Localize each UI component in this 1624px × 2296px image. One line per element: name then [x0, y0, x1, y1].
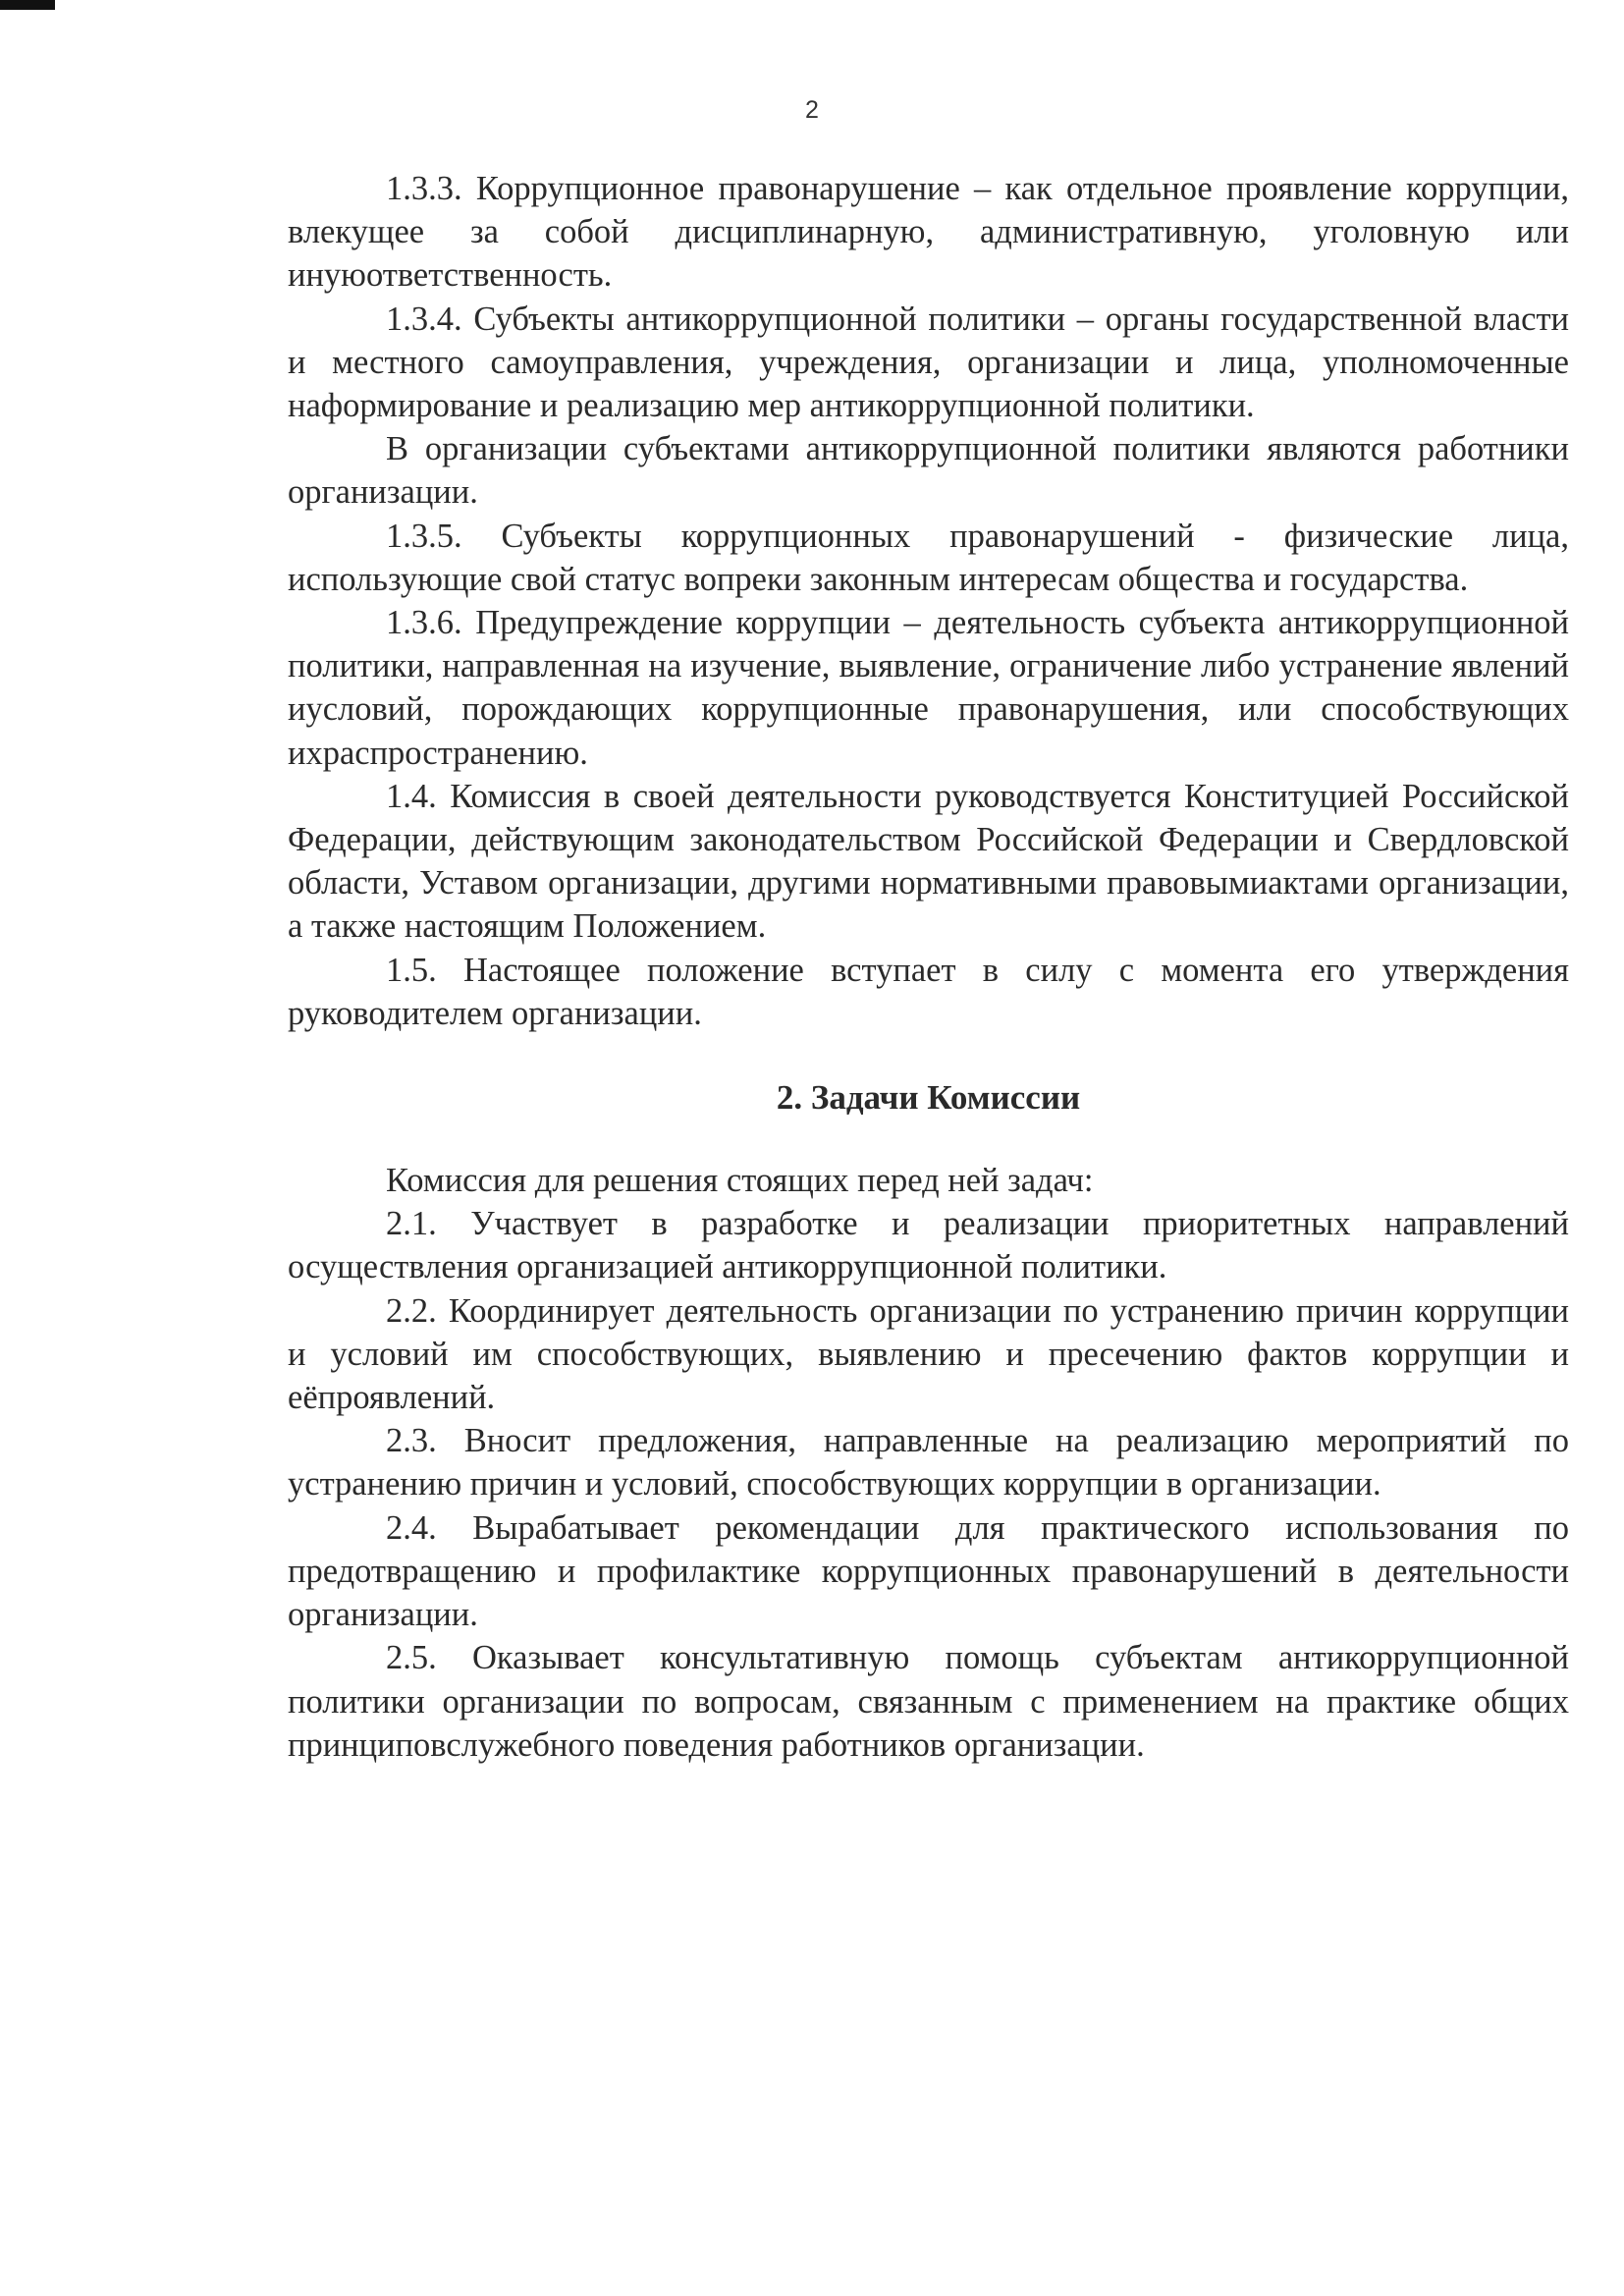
paragraph-2-5: 2.5. Оказывает консультативную помощь субъектам антикоррупционной политики организации по вопросам, связанным с применением на практике общих принциповслужебного поведения работников организации.	[288, 1639, 1569, 1764]
paragraph-2-2: 2.2. Координирует деятельность организации по устранению причин коррупции и условий им способствующих, выявлению и пресечению фактов коррупции и еёпроявлений.	[288, 1291, 1569, 1417]
section-heading-tasks: 2. Задачи Комиссии	[776, 1078, 1081, 1118]
paragraph-1-3-5: 1.3.5. Субъекты коррупционных правонарушений - физические лица, использующие свой статус вопреки законным интересам общества и государства.	[288, 517, 1569, 598]
paragraph-1-3-3: 1.3.3. Коррупционное правонарушение – как отдельное проявление коррупции, влекущее за собой дисциплинарную, административную, уголовную или инуюответственность.	[288, 170, 1569, 295]
paragraph-2-1: 2.1. Участвует в разработке и реализации приоритетных направлений осуществления организацией антикоррупционной политики.	[288, 1205, 1569, 1286]
paragraph-2-4: 2.4. Вырабатывает рекомендации для практического использования по предотвращению и профилактике коррупционных правонарушений в деятельности организации.	[288, 1508, 1569, 1634]
document-body	[288, 167, 1569, 1767]
page-number: 2	[805, 96, 819, 124]
paragraph-2-3: 2.3. Вносит предложения, направленные на реализацию мероприятий по устранению причин и условий, способствующих коррупции в организации.	[288, 1422, 1569, 1503]
paragraph-1-3-6: 1.3.6. Предупреждение коррупции – деятельность субъекта антикоррупционной политики, направленная на изучение, выявление, ограничение либо устранение явлений иусловий, порождающих коррупционные правонарушения, или способствующих ихраспространению.	[288, 604, 1569, 772]
paragraph-1-5: 1.5. Настоящее положение вступает в силу с момента его утверждения руководителем организации.	[288, 951, 1569, 1032]
paragraph-tasks-intro: Комиссия для решения стоящих перед ней задач:	[386, 1162, 1094, 1200]
paragraph-subjects-in-organization: В организации субъектами антикоррупционной политики являются работники организации.	[288, 430, 1569, 512]
paragraph-1-3-4: 1.3.4. Субъекты антикоррупционной политики – органы государственной власти и местного самоуправления, учреждения, организации и лица, уполномоченные наформирование и реализацию мер антикоррупционной политики.	[288, 300, 1569, 425]
scan-edge-mark	[0, 0, 55, 10]
paragraph-1-4: 1.4. Комиссия в своей деятельности руководствуется Конституцией Российской Федерации, действующим законодательством Российской Федерации и Свердловской области, Уставом организации, другими нормативными правовымиактами организации, а также настоящим Положением.	[288, 777, 1569, 946]
